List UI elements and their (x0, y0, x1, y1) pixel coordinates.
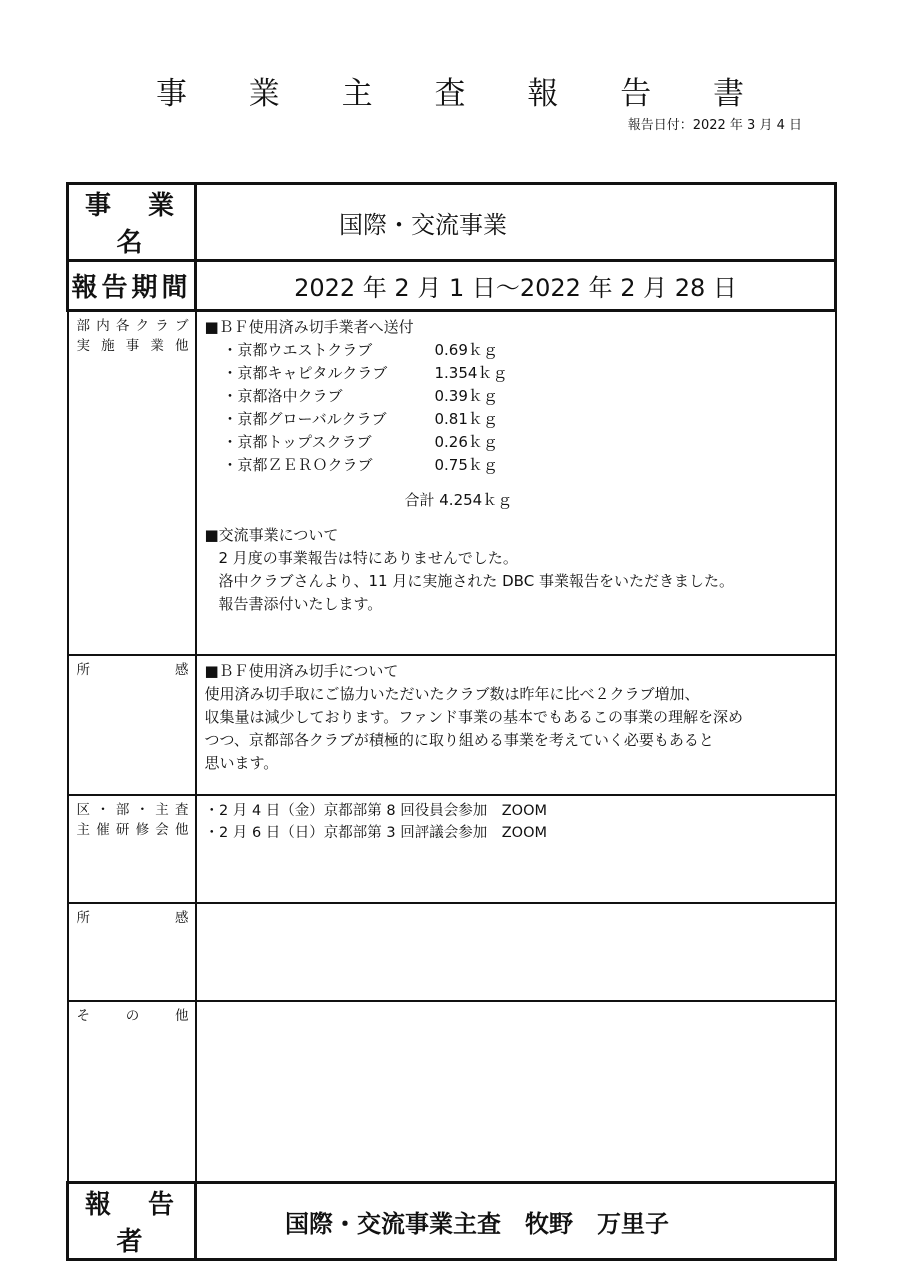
reporter-label: 報 告 者 (68, 1183, 196, 1260)
label-char: 所 (76, 909, 90, 926)
label-char: 業 (150, 338, 164, 354)
club-amount: 1.354ｋｇ (434, 364, 508, 382)
label-char: 所 (76, 661, 90, 678)
label-char: 修 (135, 821, 150, 838)
label-char: 施 (101, 338, 115, 354)
list-item (223, 339, 827, 362)
row-other (68, 1001, 836, 1183)
label-char: 主 (76, 821, 90, 838)
reporter-value: 国際・交流事業主査 牧野 万里子 (196, 1183, 836, 1260)
label-char: 感 (175, 909, 189, 926)
label-char: 研 (115, 821, 130, 838)
impressions-heading: ■ＢＦ使用済み切手について (204, 661, 399, 680)
list-item (223, 431, 827, 454)
list-item (223, 408, 827, 431)
label-char: ・ (96, 801, 110, 818)
label-char: 他 (175, 1007, 189, 1024)
label-char: 他 (174, 821, 189, 838)
other-content (196, 1001, 836, 1183)
row-report-period (68, 261, 836, 311)
row-reporter (68, 1183, 836, 1260)
label-char: 実 (76, 338, 90, 354)
label-char: 部 (115, 801, 130, 818)
label-char: ブ (174, 318, 189, 334)
impressions-2-label (68, 903, 196, 1001)
list-item (223, 385, 827, 408)
label-char: 区 (76, 801, 90, 818)
business-name-value: 国際・交流事業 (196, 184, 836, 261)
club-activities-content (196, 311, 836, 655)
impressions-label (68, 655, 196, 795)
stamp-total: 合計 4.254ｋｇ (404, 491, 513, 509)
club-name: ・京都洛中クラブ (222, 387, 343, 405)
exchange-line: 2 月度の事業報告は特にありませんでした。 (218, 549, 518, 567)
label-char: の (125, 1007, 140, 1024)
label-char: 内 (96, 318, 110, 334)
report-table (66, 182, 837, 1261)
club-amount: 0.26ｋｇ (434, 433, 498, 451)
exchange-line: 報告書添付いたします。 (218, 595, 383, 613)
report-date: 報告日付：2022 年 3 月 4 日 (627, 118, 802, 133)
label-char: ク (135, 318, 150, 334)
club-amount: 0.69ｋｇ (434, 341, 498, 359)
impressions-content (196, 655, 836, 795)
label-char: 催 (96, 821, 110, 838)
club-activities-label (68, 311, 196, 655)
impressions-line: つつ、京都部各クラブが積極的に取り組める事業を考えていく必要もあると (204, 730, 714, 749)
impressions-line: 収集量は減少しております。ファンド事業の基本でもあるこの事業の理解を深め (204, 707, 744, 726)
label-char: 会 (155, 821, 169, 838)
impressions-line: 思います。 (204, 753, 279, 772)
label-char: 他 (175, 338, 189, 354)
row-business-name (68, 184, 836, 261)
list-item (223, 454, 827, 477)
club-stamp-list (205, 339, 827, 477)
label-char: 各 (115, 318, 130, 334)
row-club-activities (68, 311, 836, 655)
impressions-2-content (196, 903, 836, 1001)
report-period-label: 報告期間 (68, 261, 196, 311)
club-amount: 0.39ｋｇ (434, 387, 498, 405)
club-amount: 0.75ｋｇ (434, 456, 498, 474)
impressions-line: 使用済み切手取にご協力いただいたクラブ数は昨年に比べ２クラブ増加、 (204, 684, 700, 703)
other-label (68, 1001, 196, 1183)
exchange-line: 洛中クラブさんより、11 月に実施された DBC 事業報告をいただきました。 (218, 572, 734, 590)
bf-section-heading: ■ＢＦ使用済み切手業者へ送付 (204, 318, 414, 336)
label-char: 部 (76, 318, 90, 334)
row-impressions-1 (68, 655, 836, 795)
club-name: ・京都ウエストクラブ (222, 341, 373, 359)
label-char: 事 (125, 338, 140, 354)
district-meetings-content (196, 795, 836, 903)
club-amount: 0.81ｋｇ (434, 410, 498, 428)
club-name: ・京都トップスクラブ (222, 433, 372, 451)
business-name-label: 事 業 名 (68, 184, 196, 261)
label-char: 査 (174, 801, 189, 818)
list-item (223, 362, 827, 385)
label-char: そ (76, 1007, 90, 1024)
meeting-line: ・2 月 4 日（金）京都部第 8 回役員会参加 ZOOM (204, 802, 547, 819)
club-name: ・京都グローバルクラブ (222, 410, 387, 428)
district-meetings-label (68, 795, 196, 903)
club-name: ・京都ＺＥＲＯクラブ (222, 456, 373, 474)
club-name: ・京都キャピタルクラブ (222, 364, 388, 382)
label-char: 主 (155, 801, 169, 818)
row-impressions-2 (68, 903, 836, 1001)
label-char: 感 (175, 661, 189, 678)
report-period-value: 2022 年 2 月 1 日～2022 年 2 月 28 日 (196, 261, 836, 311)
meeting-line: ・2 月 6 日（日）京都部第 3 回評議会参加 ZOOM (204, 824, 547, 841)
document-title: 事 業 主 査 報 告 書 (155, 76, 771, 112)
label-char: ラ (155, 318, 169, 334)
exchange-section-heading: ■交流事業について (204, 526, 339, 544)
label-char: ・ (135, 801, 150, 818)
row-district-meetings (68, 795, 836, 903)
